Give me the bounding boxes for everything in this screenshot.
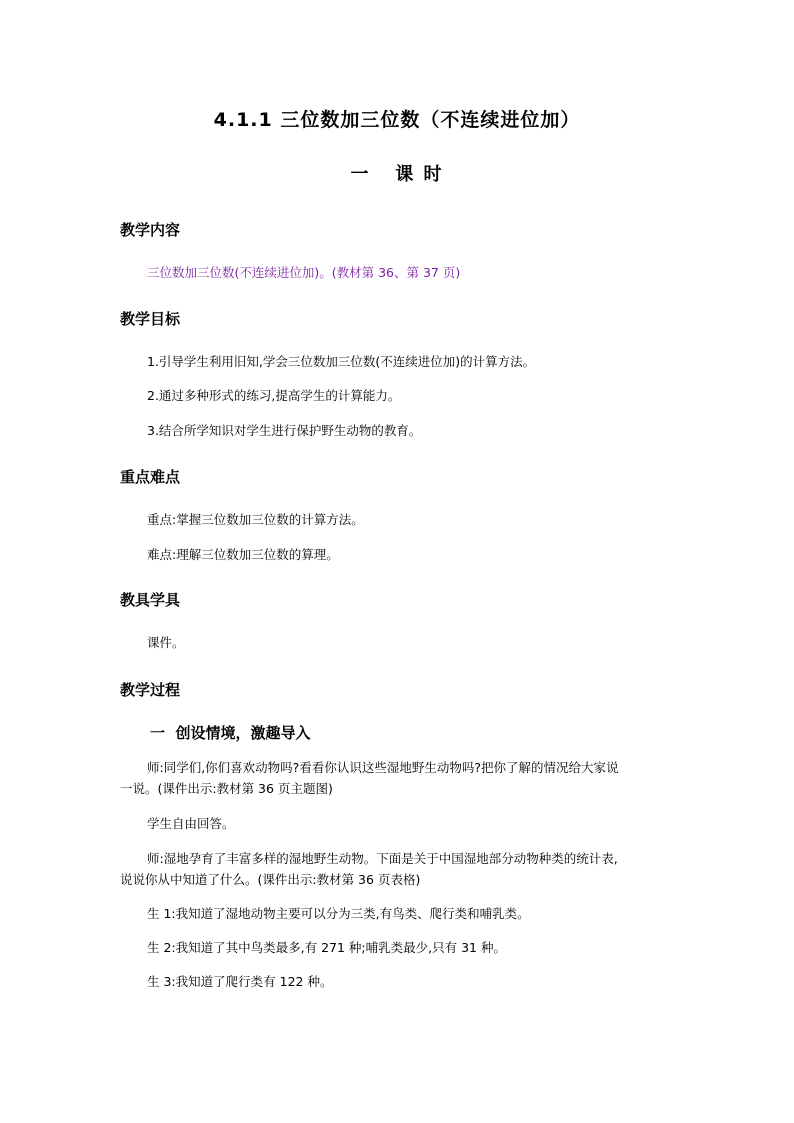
section-heading-tools: 教具学具: [120, 591, 181, 609]
process-p1-line1: 师:同学们,你们喜欢动物吗?看看你认识这些湿地野生动物吗?把你了解的情况给大家说: [147, 760, 619, 775]
process-p3-line2: 说说你从中知道了什么。(课件出示:教材第 36 页表格): [120, 872, 421, 887]
process-student-3: 生 3:我知道了爬行类有 122 种。: [147, 974, 333, 989]
process-student-1: 生 1:我知道了湿地动物主要可以分为三类,有鸟类、爬行类和哺乳类。: [147, 906, 530, 921]
process-p3-line1: 师:湿地孕育了丰富多样的湿地野生动物。下面是关于中国湿地部分动物种类的统计表,: [147, 851, 618, 866]
goal-item-3: 3.结合所学知识对学生进行保护野生动物的教育。: [147, 423, 422, 438]
process-step1-title: 一 创设情境，激趣导入: [150, 724, 311, 742]
process-student-2: 生 2:我知道了其中鸟类最多,有 271 种;哺乳类最少,只有 31 种。: [147, 940, 506, 955]
tools-text: 课件。: [147, 635, 185, 650]
process-p1-line2: 一说。(课件出示:教材第 36 页主题图): [120, 781, 333, 796]
section-heading-process: 教学过程: [120, 681, 181, 699]
section-heading-key: 重点难点: [120, 468, 181, 486]
key-difficulty: 难点:理解三位数加三位数的算理。: [147, 547, 339, 562]
section-heading-content: 教学内容: [120, 221, 181, 239]
section-heading-goals: 教学目标: [120, 310, 181, 328]
goal-item-2: 2.通过多种形式的练习,提高学生的计算能力。: [147, 388, 401, 403]
document-title: 4.1.1 三位数加三位数（不连续进位加）: [213, 109, 581, 131]
key-focus: 重点:掌握三位数加三位数的计算方法。: [147, 512, 364, 527]
goal-item-1: 1.引导学生利用旧知,学会三位数加三位数(不连续进位加)的计算方法。: [147, 354, 536, 369]
process-p2: 学生自由回答。: [147, 816, 235, 831]
content-text: 三位数加三位数(不连续进位加)。(教材第 36、第 37 页): [147, 265, 461, 280]
document-subtitle: 一 课 时: [350, 164, 444, 185]
